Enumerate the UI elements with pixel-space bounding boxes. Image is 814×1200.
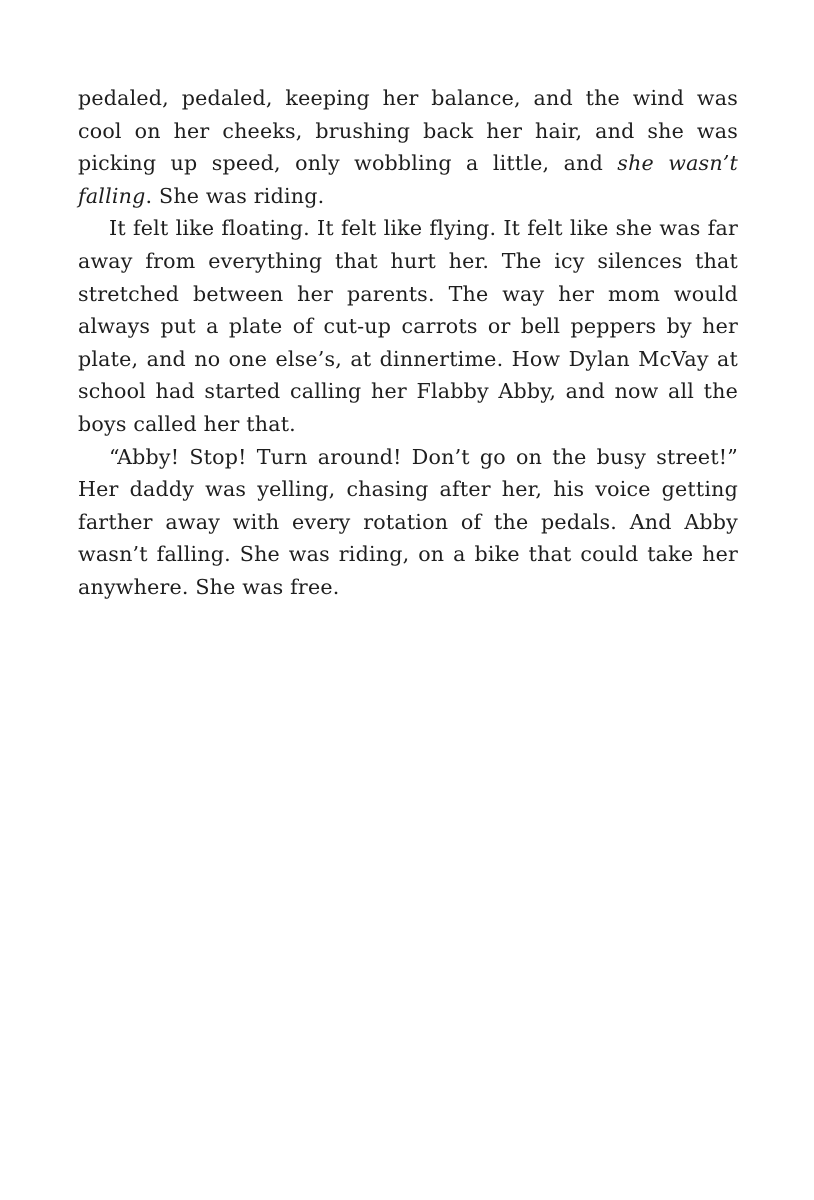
paragraph-2-text: It felt like floating. It felt like flying. It felt like she was far away from everything that hurt her. The icy silences that stretched between her parents. The way her mom would always put a plate of cut-up carrots or bell peppers by her plate, and no one else’s, at dinnertime. How Dylan McVay at school had started calling her Flabby Abby, and now all the boys called her that. xyxy=(78,216,738,436)
body-text xyxy=(78,82,738,604)
paragraph-1-ending: . She was riding. xyxy=(145,183,325,208)
paragraph-1-italic-phrase: she wasn’t falling xyxy=(78,151,739,208)
paragraph-1-text: pedaled, pedaled, keeping her balance, and the wind was cool on her cheeks, brushing back her hair, and she was picking up speed, only wobbling a little, and xyxy=(78,86,738,176)
paragraph-1 xyxy=(78,82,738,212)
paragraph-3-text: “Abby! Stop! Turn around! Don’t go on the busy street!” Her daddy was yelling, chasing after her, his voice getting farther away with every rotation of the pedals. And Abby wasn’t falling. She was riding, on a bike that could take her anywhere. She was free. xyxy=(78,444,738,599)
paragraph-2 xyxy=(78,212,738,440)
paragraph-3 xyxy=(78,441,738,604)
